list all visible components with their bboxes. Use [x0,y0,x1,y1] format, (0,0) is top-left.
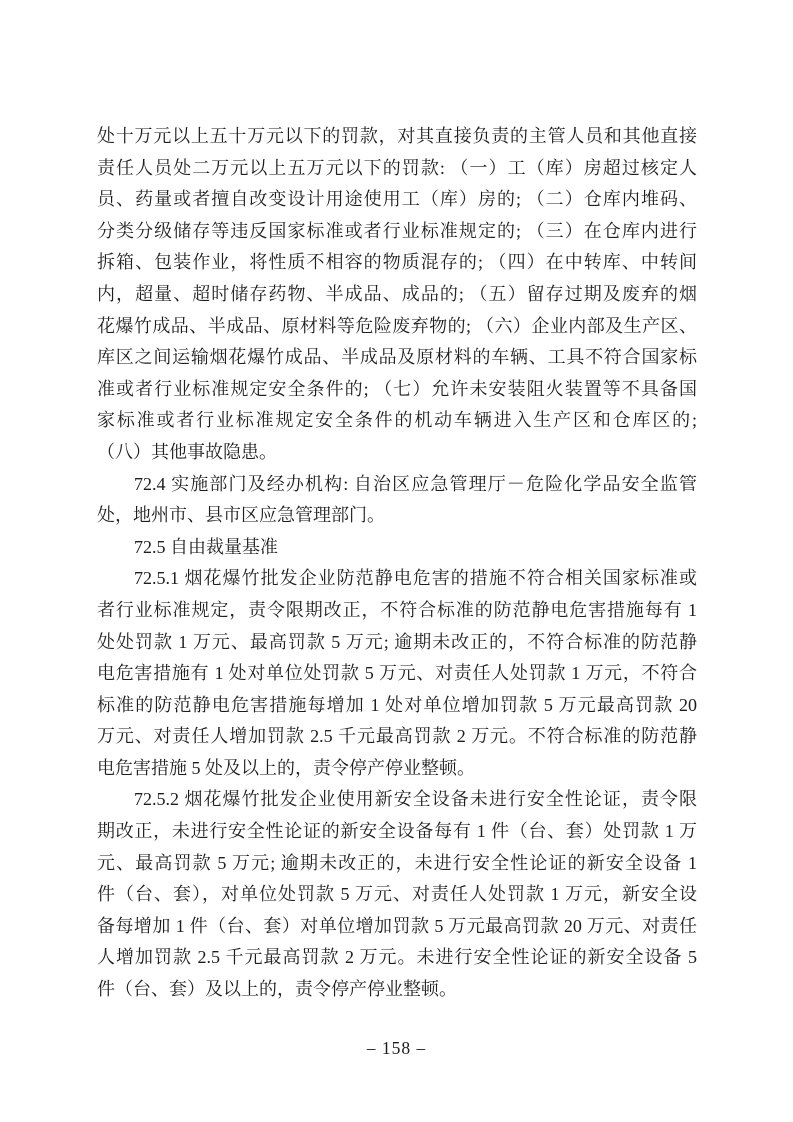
text-line: 分类分级储存等违反国家标准或者行业标准规定的; （三）在仓库内进行 [97,220,697,241]
paragraph-72-5 [97,532,697,564]
paragraph-continued [97,121,697,469]
text-line: 72.5 自由裁量基准 [134,536,278,557]
text-line: 期改正，未进行安全性论证的新安全设备每有 1 件（台、套）处罚款 1 万 [97,821,697,842]
text-line: 人增加罚款 2.5 千元最高罚款 2 万元。未进行安全性论证的新安全设备 5 [97,947,697,968]
text-line: 家标准或者行业标准规定安全条件的机动车辆进入生产区和仓库区的; [97,410,697,431]
text-line: 件（台、套），对单位处罚款 5 万元、对责任人处罚款 1 万元，新安全设 [97,884,697,905]
text-line: 者行业标准规定，责令限期改正，不符合标准的防范静电危害措施每有 1 [97,599,697,620]
text-line: 72.5.1 烟花爆竹批发企业防范静电危害的措施不符合相关国家标准或 [134,568,697,589]
paragraph-72-5-2 [97,784,697,1005]
paragraph-72-5-1 [97,563,697,784]
text-line: 员、药量或者擅自改变设计用途使用工（库）房的; （二）仓库内堆码、 [97,189,697,210]
text-line: 元、最高罚款 5 万元; 逾期未改正的，未进行安全性论证的新安全设备 1 [97,852,697,873]
text-line: 备每增加 1 件（台、套）对单位增加罚款 5 万元最高罚款 20 万元、对责任 [97,915,697,936]
text-line: 72.4 实施部门及经办机构: 自治区应急管理厅－危险化学品安全监管 [134,473,697,494]
text-line: 电危害措施 5 处及以上的，责令停产停业整顿。 [97,757,475,778]
text-line: 花爆竹成品、半成品、原材料等危险废弃物的; （六）企业内部及生产区、 [97,315,697,336]
text-line: 准或者行业标准规定安全条件的; （七）允许未安装阻火装置等不具备国 [97,378,697,399]
text-line: 处十万元以上五十万元以下的罚款，对其直接负责的主管人员和其他直接 [97,126,697,146]
text-line: 拆箱、包装作业，将性质不相容的物质混存的; （四）在中转库、中转间 [97,252,697,273]
text-line: 处，地州市、县市区应急管理部门。 [97,505,385,526]
text-line: （八）其他事故隐患。 [97,441,277,462]
text-line: 件（台、套）及以上的，责令停产停业整顿。 [97,979,457,1000]
page-number: – 158 – [366,1038,427,1058]
text-line: 库区之间运输烟花爆竹成品、半成品及原材料的车辆、工具不符合国家标 [97,347,697,368]
text-line: 责任人员处二万元以上五万元以下的罚款: （一）工（库）房超过核定人 [97,157,697,178]
text-line: 电危害措施有 1 处对单位处罚款 5 万元、对责任人处罚款 1 万元，不符合 [97,663,697,684]
text-line: 72.5.2 烟花爆竹批发企业使用新安全设备未进行安全性论证，责令限 [134,789,697,810]
text-line: 处处罚款 1 万元、最高罚款 5 万元; 逾期未改正的，不符合标准的防范静 [97,631,697,652]
text-line: 万元、对责任人增加罚款 2.5 千元最高罚款 2 万元。不符合标准的防范静 [97,726,697,747]
text-line: 内，超量、超时储存药物、半成品、成品的; （五）留存过期及废弃的烟 [97,283,697,304]
document-body [97,121,697,1006]
text-line: 标准的防范静电危害措施每增加 1 处对单位增加罚款 5 万元最高罚款 20 [97,694,697,715]
paragraph-72-4 [97,469,697,532]
